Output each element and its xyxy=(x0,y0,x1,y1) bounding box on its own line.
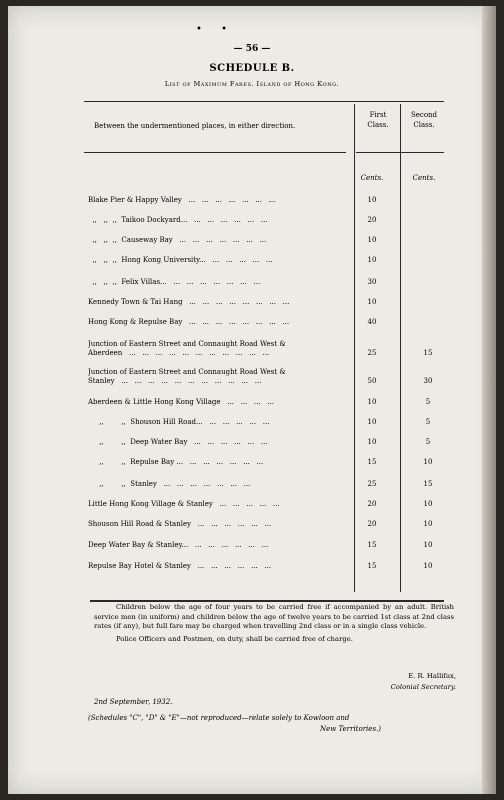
place-line: Aberdeen & Little Hong Kong Village ... ... ... ... xyxy=(88,398,274,406)
signatory-name: E. R. Hallifax, xyxy=(408,672,456,680)
place-cell xyxy=(88,368,352,386)
first-class-fare: 10 xyxy=(367,196,377,204)
place-line: Aberdeen ... ... ... ... ... ... ... ... ... ... ... xyxy=(88,349,270,357)
header-second-line1: Second xyxy=(410,111,438,119)
place-cell xyxy=(88,216,352,225)
header-first-line2: Class. xyxy=(367,121,389,129)
header-first-line1: First xyxy=(369,111,387,119)
first-class-fare: 40 xyxy=(367,318,377,326)
second-class-fare: 10 xyxy=(423,520,433,528)
first-class-fare: 30 xyxy=(367,278,377,286)
ink-marks: • • xyxy=(196,24,235,35)
place-cell xyxy=(88,418,352,427)
first-class-fare: 20 xyxy=(367,520,377,528)
place-cell xyxy=(88,480,352,489)
place-cell xyxy=(88,256,352,265)
second-class-fare: 10 xyxy=(423,562,433,570)
first-class-fare: 10 xyxy=(367,298,377,306)
second-class-fare: 10 xyxy=(423,541,433,549)
first-class-fare: 10 xyxy=(367,398,377,406)
place-line: ,, ,, Repulse Bay ... ... ... ... ... ... ... xyxy=(88,458,264,466)
second-class-fare: 15 xyxy=(423,480,433,488)
header-second-class xyxy=(402,110,446,130)
second-class-fare: 10 xyxy=(423,500,433,508)
first-class-fare: 50 xyxy=(367,377,377,385)
place-line: Shouson Hill Road & Stanley ... ... ... ... ... ... xyxy=(88,520,272,528)
place-cell xyxy=(88,340,352,358)
first-class-fare: 10 xyxy=(367,438,377,446)
second-class-fare: 30 xyxy=(423,377,433,385)
place-cell xyxy=(88,562,352,571)
first-class-fare: 25 xyxy=(367,349,377,357)
footnote-line2: New Territories.) xyxy=(320,725,381,733)
first-class-fare: 20 xyxy=(367,500,377,508)
place-cell xyxy=(88,500,352,509)
place-cell xyxy=(88,278,352,287)
place-line: ,, ,, ,, Causeway Bay ... ... ... ... ... ... ... xyxy=(88,236,267,244)
first-class-fare: 15 xyxy=(367,562,377,570)
header-first-class xyxy=(356,110,400,130)
place-cell xyxy=(88,458,352,467)
table-bottom-rule xyxy=(90,600,444,602)
header-places: Between the undermentioned places, in either direction. xyxy=(94,122,296,130)
place-line: Junction of Eastern Street and Connaught Road West & xyxy=(88,340,286,348)
second-class-fare: 5 xyxy=(425,418,431,426)
place-line: ,, ,, ,, Taikoo Dockyard... ... ... ... ... ... ... xyxy=(88,216,268,224)
first-class-fare: 15 xyxy=(367,458,377,466)
place-line: ,, ,, Shouson Hill Road... ... ... ... ... ... xyxy=(88,418,270,426)
place-cell xyxy=(88,318,352,327)
place-line: Repulse Bay Hotel & Stanley ... ... ... ... ... ... xyxy=(88,562,272,570)
footnote xyxy=(88,713,448,735)
first-class-fare: 10 xyxy=(367,256,377,264)
place-cell xyxy=(88,236,352,245)
column-divider-2 xyxy=(400,104,401,592)
header-second-line2: Class. xyxy=(413,121,435,129)
header-rule-places xyxy=(84,152,346,153)
place-line: Deep Water Bay & Stanley... ... ... ... ... ... ... xyxy=(88,541,269,549)
place-line: Kennedy Town & Tai Hang ... ... ... ... ... ... ... ... xyxy=(88,298,290,306)
document-date: 2nd September, 1932. xyxy=(94,698,173,706)
place-cell xyxy=(88,196,352,205)
place-line: Little Hong Kong Village & Stanley ... ... ... ... ... xyxy=(88,500,280,508)
place-line: Hong Kong & Repulse Bay ... ... ... ... ... ... ... ... xyxy=(88,318,290,326)
place-line: ,, ,, Stanley ... ... ... ... ... ... ... xyxy=(88,480,251,488)
second-class-fare: 15 xyxy=(423,349,433,357)
second-class-fare: 5 xyxy=(425,398,431,406)
signatory-title: Colonial Secretary. xyxy=(390,683,456,691)
place-line: ,, ,, ,, Felix Villas... ... ... ... ... ... ... ... xyxy=(88,278,261,286)
second-class-fare: 10 xyxy=(423,458,433,466)
first-class-fare: 10 xyxy=(367,418,377,426)
place-cell xyxy=(88,438,352,447)
first-class-fare: 10 xyxy=(367,236,377,244)
first-class-fare: 25 xyxy=(367,480,377,488)
place-cell xyxy=(88,298,352,307)
units-first: Cents. xyxy=(360,174,384,182)
units-second: Cents. xyxy=(412,174,436,182)
schedule-subtitle: List of Maximum Fares. Island of Hong Kong. xyxy=(164,80,340,88)
book-spine xyxy=(482,6,496,794)
note-police: Police Officers and Postmen, on duty, shall be carried free of charge. xyxy=(116,634,353,643)
place-line: ,, ,, ,, Hong Kong University... ... ... ... ... ... xyxy=(88,256,273,264)
place-cell xyxy=(88,520,352,529)
place-line: Stanley ... ... ... ... ... ... ... ... ... ... ... xyxy=(88,377,262,385)
schedule-title: SCHEDULE B. xyxy=(209,63,295,74)
place-line: ,, ,, Deep Water Bay ... ... ... ... ... ... xyxy=(88,438,268,446)
page-number: — 56 — xyxy=(233,44,271,54)
footnote-line1: (Schedules "C", "D" & "E"—not reproduced—relate solely to Kowloon and xyxy=(88,714,350,722)
notes xyxy=(94,603,454,644)
place-line: Blake Pier & Happy Valley ... ... ... ... ... ... ... xyxy=(88,196,276,204)
place-cell xyxy=(88,541,352,550)
note-children: Children below the age of four years to be carried free if accompanied by an adult. British service men (in uniform) and children below the age of twelve years to be carried 1st class at 2nd class rates (if any), but full fare may be charged when travelling 2nd class or in a single class vehicle. xyxy=(94,603,454,630)
table-top-rule xyxy=(84,101,444,102)
place-cell xyxy=(88,398,352,407)
first-class-fare: 20 xyxy=(367,216,377,224)
place-line: Junction of Eastern Street and Connaught Road West & xyxy=(88,368,286,376)
second-class-fare: 5 xyxy=(425,438,431,446)
first-class-fare: 15 xyxy=(367,541,377,549)
